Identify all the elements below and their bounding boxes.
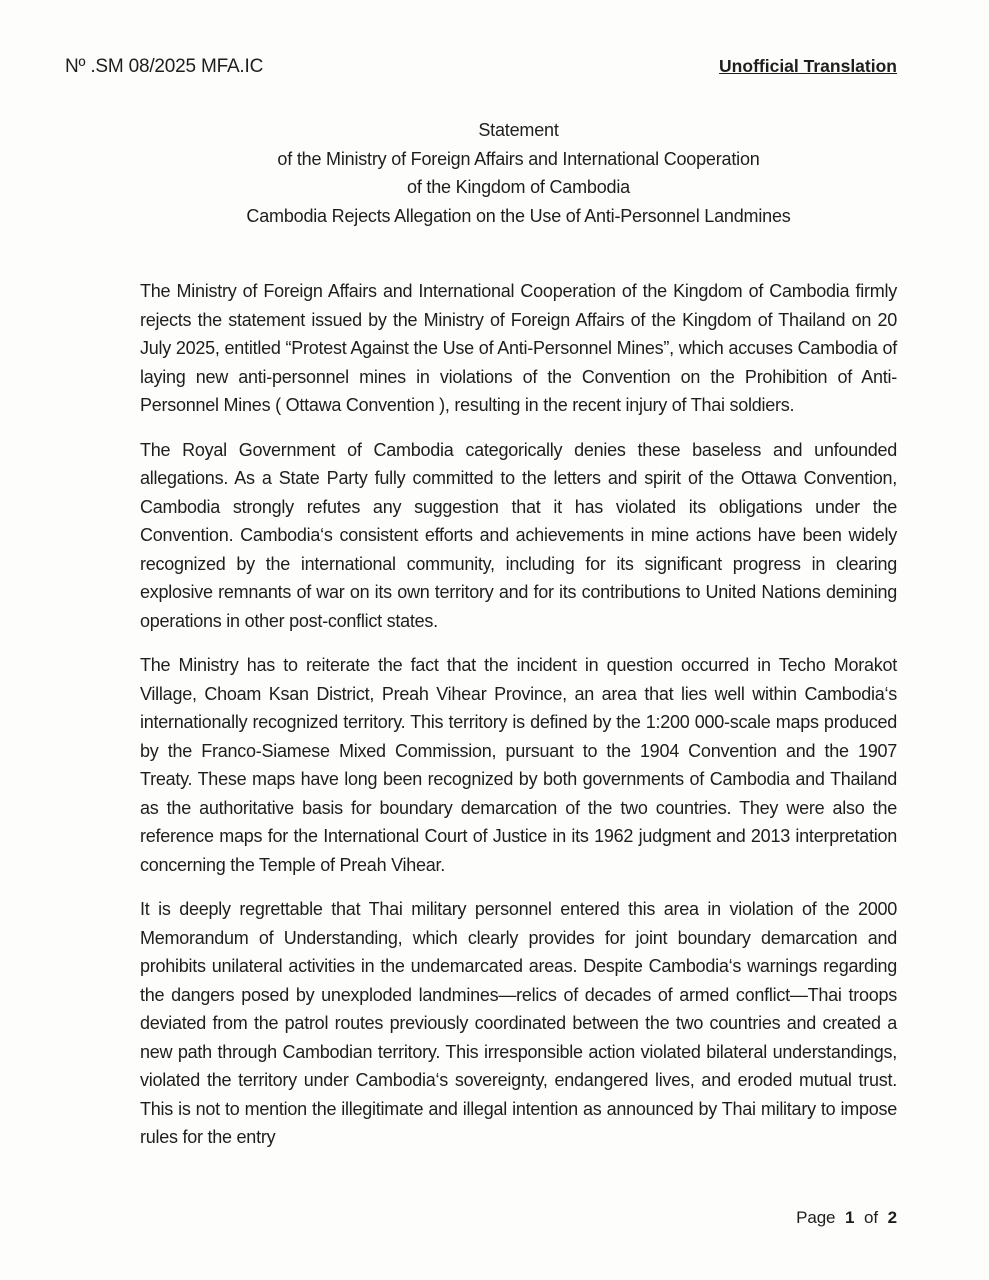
doc-number: Nº .SM 08/2025 MFA.IC xyxy=(65,56,264,77)
paragraph-1: The Ministry of Foreign Affairs and International Cooperation of the Kingdom of Cambodia firmly rejects the statement issued by the Ministry of Foreign Affairs of the Kingdom of Thailand on 20 July 2025, entitled “Protest Against the Use of Anti-Personnel Mines”, which accuses Cambodia of laying new anti-personnel mines in violations of the Convention on the Prohibition of Anti-Personnel Mines ( Ottawa Convention ), resulting in the recent injury of Thai soldiers. xyxy=(140,281,897,415)
of-word: of xyxy=(864,1208,879,1227)
unofficial-translation-label: Unofficial Translation xyxy=(719,56,897,76)
page-total-number: 2 xyxy=(887,1208,897,1227)
title-line-subject: Cambodia Rejects Allegation on the Use of Anti-Personnel Landmines xyxy=(246,205,791,226)
page-footer xyxy=(796,1208,897,1228)
paragraph-3: The Ministry has to reiterate the fact that the incident in question occurred in Techo Morakot Village, Choam Ksan District, Preah Vihear Province, an area that lies well within Cambodia‘s internationally recognized territory. This territory is defined by the 1:200 000-scale maps produced by the Franco-Siamese Mixed Commission, pursuant to the 1904 Convention and the 1907 Treaty. These maps have long been recognized by both governments of Cambodia and Thailand as the authoritative basis for boundary demarcation of the two countries. They were also the reference maps for the International Court of Justice in its 1962 judgment and 2013 interpretation concerning the Temple of Preah Vihear. xyxy=(140,655,897,875)
page-current-number: 1 xyxy=(845,1208,855,1227)
title-line-kingdom: of the Kingdom of Cambodia xyxy=(407,177,630,197)
paragraph-2: The Royal Government of Cambodia categorically denies these baseless and unfounded allegations. As a State Party fully committed to the letters and spirit of the Ottawa Convention, Cambodia strongly refutes any suggestion that it has violated its obligations under the Convention. Cambodia‘s consistent efforts and achievements in mine actions have been widely recognized by the international community, including for its significant progress in clearing explosive remnants of war on its own territory and for its contributions to United Nations demining operations in other post-conflict states. xyxy=(140,439,897,631)
statement-body xyxy=(140,277,897,1168)
title-line-statement: Statement xyxy=(478,120,559,140)
page-word: Page xyxy=(796,1208,836,1227)
paragraph-4: It is deeply regrettable that Thai military personnel entered this area in violation of the 2000 Memorandum of Understanding, which clearly provides for joint boundary demarcation and prohibits unilateral activities in the undemarcated areas. Despite Cambodia‘s warnings regarding the dangers posed by unexploded landmines—relics of decades of armed conflict—Thai troops deviated from the patrol routes previously coordinated between the two countries and created a new path through Cambodian territory. This irresponsible action violated bilateral understandings, violated the territory under Cambodia‘s sovereignty, endangered lives, and eroded mutual trust. This is not to mention the illegitimate and illegal intention as announced by Thai military to impose rules for the entry xyxy=(140,899,897,1147)
title-line-ministry: of the Ministry of Foreign Affairs and International Cooperation xyxy=(277,148,760,169)
statement-title xyxy=(140,116,897,230)
document-header xyxy=(65,56,897,78)
